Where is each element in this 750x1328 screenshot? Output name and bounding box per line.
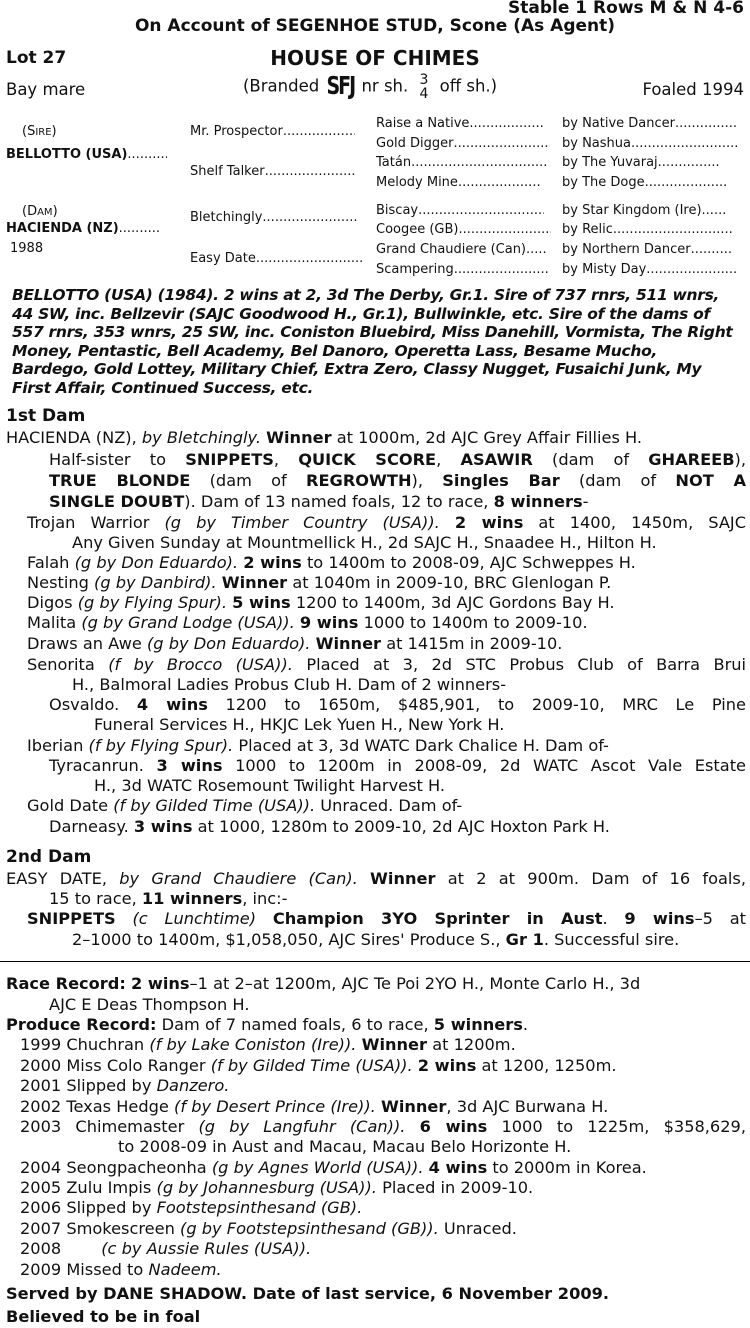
pedigree-ancestor-sire: by Northern Dancer..... bbox=[562, 242, 731, 257]
brand-fraction: 3 4 bbox=[419, 72, 429, 102]
pedigree-grandsire: Mr. Prospector..... bbox=[190, 124, 355, 139]
pedigree-ancestor-sire: by Star Kingdom (Ire)..... bbox=[562, 203, 726, 218]
first-dam-line: Half-sister to SNIPPETS, QUICK SCORE, ASAWIR (dam of GHAREEB), bbox=[49, 450, 746, 469]
service-note: Served by DANE SHADOW. Date of last service, 6 November 2009. bbox=[6, 1284, 610, 1303]
dam-label: (DAM) bbox=[22, 204, 58, 219]
produce-entry-cont: Any Given Sunday at Mountmellick H., 2d SAJC H., Snaadee H., Hilton H. bbox=[72, 533, 657, 552]
race-record-cont: AJC E Deas Thompson H. bbox=[49, 995, 250, 1014]
produce-entry-cont: H., 3d WATC Rosemount Twilight Harvest H. bbox=[94, 776, 446, 795]
pedigree-ancestor-sire: by Relic..... bbox=[562, 222, 733, 237]
produce-item: 2007 Smokescreen (g by Footstepsinthesand (GB)). Unraced. bbox=[20, 1219, 517, 1238]
produce-entry: Draws an Awe (g by Don Eduardo). Winner at 1415m in 2009-10. bbox=[27, 634, 563, 653]
produce-record: Produce Record: Dam of 7 named foals, 6 to race, 5 winners. bbox=[6, 1015, 529, 1034]
vendor-line: On Account of SEGENHOE STUD, Scone (As Agent) bbox=[134, 16, 616, 36]
pedigree-ancestor-sire: by Misty Day..... bbox=[562, 262, 736, 277]
sire-summary: BELLOTTO (USA) (1984). 2 wins at 2, 3d The Derby, Gr.1. Sire of 737 rnrs, 511 wnrs, 44 SW, inc. Bellzevir (SAJC Goodwood H., Gr.1), Bullwinkle, etc. Sire of the dams of 557 rnrs, 353 wnrs, 25 SW, inc. Coniston Bluebird, Miss Danehill, Vormista, The Right Money, Pentastic, Bell Academy, Bel Danoro, Operetta Lass, Besame Mucho, Bardego, Gold Lottey, Military Chief, Extra Zero, Classy Nugget, Fusaichi Junk, My First Affair, Continued Success, etc. bbox=[12, 286, 733, 397]
pedigree-ancestor-sire: by Nashua..... bbox=[562, 136, 737, 151]
produce-item: 2003 Chimemaster (g by Langfuhr (Can)). 6 wins 1000 to 1225m, $358,629, bbox=[20, 1117, 746, 1136]
first-dam-heading: 1st Dam bbox=[6, 406, 86, 426]
pedigree-granddam: Shelf Talker..... bbox=[190, 164, 355, 179]
produce-grandchild: Darneasy. 3 wins at 1000, 1280m to 2009-10, 2d AJC Hoxton Park H. bbox=[49, 817, 610, 836]
produce-entry: Nesting (g by Danbird). Winner at 1040m in 2009-10, BRC Glenlogan P. bbox=[27, 573, 612, 592]
produce-item: 2002 Texas Hedge (f by Desert Prince (Ire)). Winner, 3d AJC Burwana H. bbox=[20, 1097, 609, 1116]
produce-item: 2009 Missed to Nadeem. bbox=[20, 1260, 222, 1279]
produce-item: 2001 Slipped by Danzero. bbox=[20, 1076, 230, 1095]
pedigree-ancestor-sire: by The Yuvaraj..... bbox=[562, 155, 720, 170]
lot-number: Lot 27 bbox=[6, 48, 67, 68]
produce-entry: Gold Date (f by Gilded Time (USA)). Unraced. Dam of- bbox=[27, 796, 463, 815]
pedigree-ancestor-sire: by The Doge..... bbox=[562, 175, 727, 190]
produce-entry-cont: Funeral Services H., HKJC Lek Yuen H., New York H. bbox=[94, 715, 505, 734]
produce-entry: Iberian (f by Flying Spur). Placed at 3, 3d WATC Dark Chalice H. Dam of- bbox=[27, 736, 609, 755]
second-dam-heading: 2nd Dam bbox=[6, 847, 92, 867]
race-record: Race Record: 2 wins–1 at 2–at 1200m, AJC Te Poi 2YO H., Monte Carlo H., 3d bbox=[6, 974, 641, 993]
pedigree-ancestor: Scampering..... bbox=[376, 262, 548, 277]
pedigree-ancestor: Tatán..... bbox=[376, 155, 547, 170]
stable-location: Stable 1 Rows M & N 4-6 bbox=[508, 0, 744, 18]
first-dam-line: HACIENDA (NZ), by Bletchingly. Winner at 1000m, 2d AJC Grey Affair Fillies H. bbox=[6, 428, 643, 447]
second-dam-line: SNIPPETS (c Lunchtime) Champion 3YO Sprinter in Aust. 9 wins–5 at bbox=[27, 909, 746, 928]
produce-item: 2000 Miss Colo Ranger (f by Gilded Time (USA)). 2 wins at 1200, 1250m. bbox=[20, 1056, 617, 1075]
pedigree-ancestor: Grand Chaudiere (Can)..... bbox=[376, 242, 548, 257]
produce-entry: Malita (g by Grand Lodge (USA)). 9 wins 1000 to 1400m to 2009-10. bbox=[27, 613, 588, 632]
produce-item-cont: to 2008-09 in Aust and Macau, Macau Belo Horizonte H. bbox=[118, 1137, 572, 1156]
produce-item: 2008 (c by Aussie Rules (USA)). bbox=[20, 1239, 312, 1258]
second-dam-line: 15 to race, 11 winners, inc:- bbox=[49, 889, 288, 908]
pedigree-ancestor-sire: by Native Dancer..... bbox=[562, 116, 737, 131]
produce-entry: Trojan Warrior (g by Timber Country (USA)). 2 wins at 1400, 1450m, SAJC bbox=[27, 513, 746, 532]
horse-sex-colour: Bay mare bbox=[6, 80, 86, 99]
pedigree-ancestor: Coogee (GB)..... bbox=[376, 222, 551, 237]
produce-entry: Digos (g by Flying Spur). 5 wins 1200 to 1400m, 3d AJC Gordons Bay H. bbox=[27, 593, 615, 612]
pedigree-dam-sire: Bletchingly..... bbox=[190, 210, 358, 225]
first-dam-line: SINGLE DOUBT). Dam of 13 named foals, 12 to race, 8 winners- bbox=[49, 492, 589, 511]
brand-mark: SFJ bbox=[326, 71, 355, 100]
section-divider bbox=[0, 961, 750, 962]
pedigree-ancestor: Gold Digger..... bbox=[376, 136, 550, 151]
dam-foaled-year: 1988 bbox=[10, 241, 44, 256]
dam-name: HACIENDA (NZ)..... bbox=[6, 221, 161, 236]
foaled-year: Foaled 1994 bbox=[642, 80, 744, 99]
first-dam-line: TRUE BLONDE (dam of REGROWTH), Singles Bar (dam of NOT A bbox=[49, 471, 747, 490]
brand-description: (Branded SFJ nr sh. 3 4 off sh.) bbox=[243, 71, 498, 102]
pedigree-ancestor: Melody Mine..... bbox=[376, 175, 540, 190]
produce-item: 1999 Chuchran (f by Lake Coniston (Ire)). Winner at 1200m. bbox=[20, 1035, 516, 1054]
produce-entry-cont: H., Balmoral Ladies Probus Club H. Dam of 2 winners- bbox=[72, 675, 507, 694]
produce-item: 2004 Seongpacheonha (g by Agnes World (USA)). 4 wins to 2000m in Korea. bbox=[20, 1158, 647, 1177]
horse-name: HOUSE OF CHIMES bbox=[270, 46, 480, 70]
produce-entry: Senorita (f by Brocco (USA)). Placed at 3, 2d STC Probus Club of Barra Brui bbox=[27, 655, 746, 674]
produce-grandchild: Tyracanrun. 3 wins 1000 to 1200m in 2008-09, 2d WATC Ascot Vale Estate bbox=[49, 756, 747, 775]
sire-label: (SIRE) bbox=[22, 124, 57, 139]
foal-status: Believed to be in foal bbox=[6, 1307, 201, 1326]
second-dam-line: 2–1000 to 1400m, $1,058,050, AJC Sires' Produce S., Gr 1. Successful sire. bbox=[72, 930, 680, 949]
second-dam-line: EASY DATE, by Grand Chaudiere (Can). Winner at 2 at 900m. Dam of 16 foals, bbox=[6, 869, 746, 888]
sire-name: BELLOTTO (USA)..... bbox=[6, 147, 167, 162]
produce-item: 2005 Zulu Impis (g by Johannesburg (USA)). Placed in 2009-10. bbox=[20, 1178, 534, 1197]
pedigree-ancestor: Biscay..... bbox=[376, 203, 544, 218]
pedigree-dam-dam: Easy Date..... bbox=[190, 251, 364, 266]
produce-entry: Falah (g by Don Eduardo). 2 wins to 1400m to 2008-09, AJC Schweppes H. bbox=[27, 553, 636, 572]
produce-grandchild: Osvaldo. 4 wins 1200 to 1650m, $485,901, to 2009-10, MRC Le Pine bbox=[49, 695, 746, 714]
pedigree-ancestor: Raise a Native..... bbox=[376, 116, 545, 131]
produce-item: 2006 Slipped by Footstepsinthesand (GB). bbox=[20, 1198, 363, 1217]
